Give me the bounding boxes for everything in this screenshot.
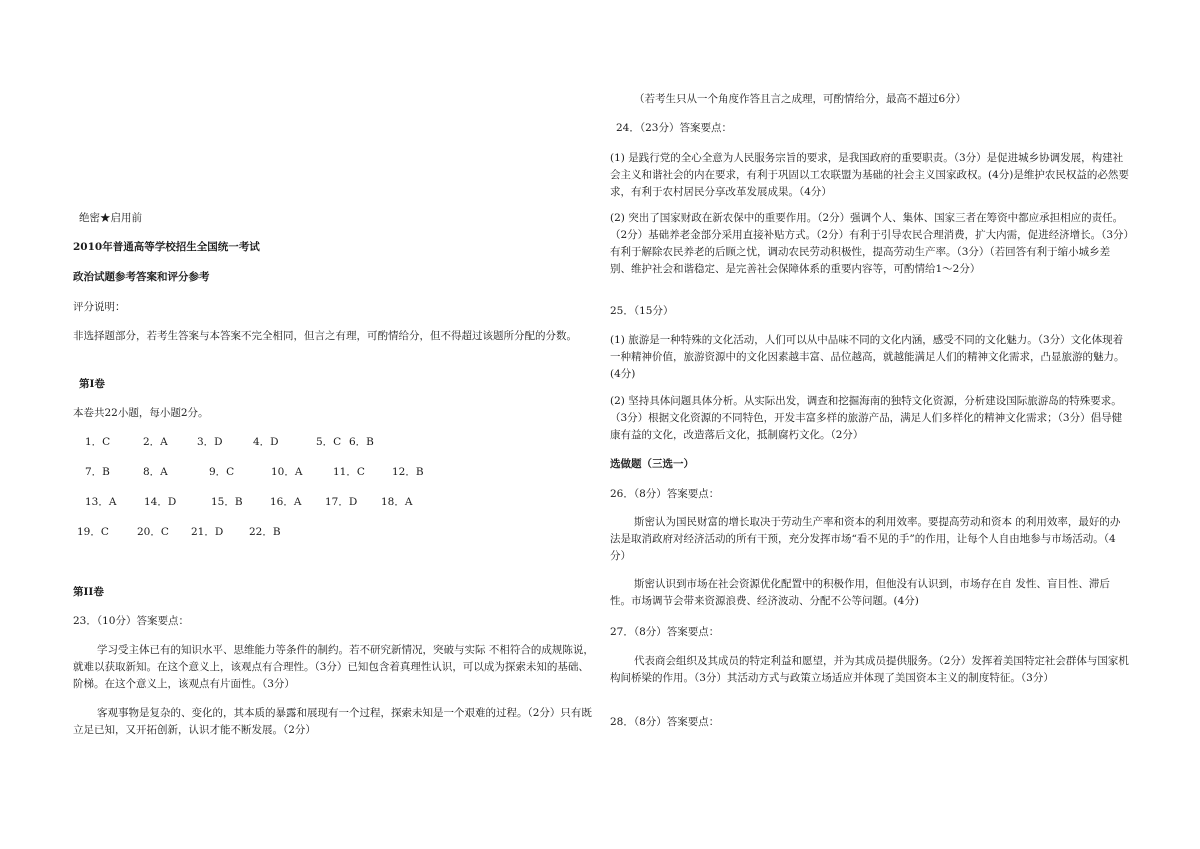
answer-item: 6．B <box>349 436 374 448</box>
answer-item: 4．D <box>253 436 279 448</box>
q27-paragraph: 代表商会组织及其成员的特定利益和愿望，并为其成员提供服务。（2分）发挥着美国特定社会群体与国家机构间桥梁的作用。（3分）其活动方式与政策立场适应并体现了美国资本主义的制度特征。（3分） <box>610 655 1129 684</box>
q24-paragraph: (1) 是践行党的全心全意为人民服务宗旨的要求，是我国政府的重要职责。（3分）是促进城乡协调发展，构建社会主义和谐社会的内在要求，有利于巩固以工农联盟为基础的社会主义国家政权。(4分)是维护农民权益的必然要求，有利于农村居民分享改革发展成果。（4分） <box>610 152 1129 198</box>
answer-item: 19．C <box>77 526 109 538</box>
answer-item: 17．D <box>325 496 358 508</box>
answer-item: 5．C <box>316 436 342 448</box>
answer-row <box>85 494 412 511</box>
part1-intro: 本卷共22小题，每小题2分。 <box>73 407 209 419</box>
q23-heading: 23．（10分）答案要点： <box>73 615 189 627</box>
exam-title: 2010年普通高等学校招生全国统一考试 <box>73 241 260 253</box>
grading-notes-body: 非选择题部分，若考生答案与本答案不完全相同，但言之有理，可酌情给分，但不得超过该题所分配的分数。 <box>73 330 577 342</box>
q27-heading: 27．（8分）答案要点： <box>610 626 720 638</box>
grading-notes-label: 评分说明： <box>73 301 126 313</box>
answer-item: 22．B <box>249 526 281 538</box>
q25-paragraph: (2) 坚持具体问题具体分析。从实际出发，调查和挖掘海南的独特文化资源，分析建设国际旅游岛的特殊要求。（3分）根据文化资源的不同特色，开发丰富多样的旅游产品，满足人们多样化的精神文化需求；（3分）倡导健康有益的文化，改造落后文化，抵制腐朽文化。（2分） <box>610 395 1123 441</box>
q23-paragraph: 学习受主体已有的知识水平、思维能力等条件的制约。若不研究新情况，突破与实际 不相符合的成规陈说，就难以获取新知。在这个意义上，该观点有合理性。（3分）已知包含着真理性认识，可以成为探索未知的基础、阶梯。在这个意义上，该观点有片面性。（3分） <box>73 644 594 690</box>
elective-title: 选做题（三选一） <box>610 458 694 470</box>
answer-item: 12．B <box>392 466 424 478</box>
answer-item: 3．D <box>197 436 223 448</box>
answer-row <box>85 434 374 451</box>
answer-item: 9．C <box>209 466 235 478</box>
q25-heading: 25．（15分） <box>610 305 674 317</box>
document-title: 政治试题参考答案和评分参考 <box>73 271 210 283</box>
answer-item: 7．B <box>85 466 110 478</box>
q26-paragraph: 斯密认为国民财富的增长取决于劳动生产率和资本的利用效率。要提高劳动和资本 的利用效率，最好的办法是取消政府对经济活动的所有干预，充分发挥市场“看不见的手”的作用，让每个人自由地参与市场活动。（4分） <box>610 516 1121 562</box>
answer-item: 21．D <box>191 526 224 538</box>
answer-item: 14．D <box>144 496 177 508</box>
answer-item: 2．A <box>143 436 168 448</box>
confidential-mark: 绝密★启用前 <box>79 212 142 224</box>
answer-item: 13．A <box>85 496 117 508</box>
part2-title: 第II卷 <box>73 586 104 598</box>
part1-title: 第Ⅰ卷 <box>79 378 105 390</box>
answer-item: 1．C <box>85 436 111 448</box>
q28-heading: 28．（8分）答案要点： <box>610 716 720 728</box>
q26-paragraph: 斯密认识到市场在社会资源优化配置中的积极作用，但他没有认识到，市场存在自 发性、盲目性、滞后性。市场调节会带来资源浪费、经济波动、分配不公等问题。(4分) <box>610 578 1110 607</box>
answer-item: 16．A <box>270 496 302 508</box>
q23-paragraph: 客观事物是复杂的、变化的，其本质的暴露和展现有一个过程，探索未知是一个艰难的过程。（2分）只有既立足已知，又开拓创新，认识才能不断发展。（2分） <box>73 707 592 736</box>
q26-heading: 26．（8分）答案要点： <box>610 488 720 500</box>
answer-item: 8．A <box>143 466 168 478</box>
answer-row <box>85 464 424 481</box>
answer-item: 10．A <box>271 466 303 478</box>
q25-paragraph: (1) 旅游是一种特殊的文化活动，人们可以从中品味不同的文化内涵，感受不同的文化魅力。（3分）文化体现着一种精神价值，旅游资源中的文化因素越丰富、品位越高，就越能满足人们的精神文化需求，凸显旅游的魅力。(4分) <box>610 334 1125 380</box>
answer-item: 15．B <box>211 496 243 508</box>
q24-paragraph: (2) 突出了国家财政在新农保中的重要作用。（2分）强调个人、集体、国家三者在筹资中都应承担相应的责任。（2分）基础养老金部分采用直接补贴方式。（2分）有利于引导农民合理消费，扩大内需，促进经济增长。（3分）有利于解除农民养老的后顾之忧，调动农民劳动积极性，提高劳动生产率。（3分）（若回答有利于缩小城乡差别、维护社会和谐稳定、是完善社会保障体系的重要内容等，可酌情给1～2分） <box>610 212 1129 275</box>
q24-heading: 24．（23分）答案要点： <box>616 122 732 134</box>
answer-item: 20．C <box>137 526 169 538</box>
answer-item: 11．C <box>333 466 365 478</box>
answer-item: 18．A <box>381 496 413 508</box>
answer-row <box>77 524 281 541</box>
q23-scoring-note: （若考生只从一个角度作答且言之成理，可酌情给分，最高不超过6分） <box>634 93 967 105</box>
